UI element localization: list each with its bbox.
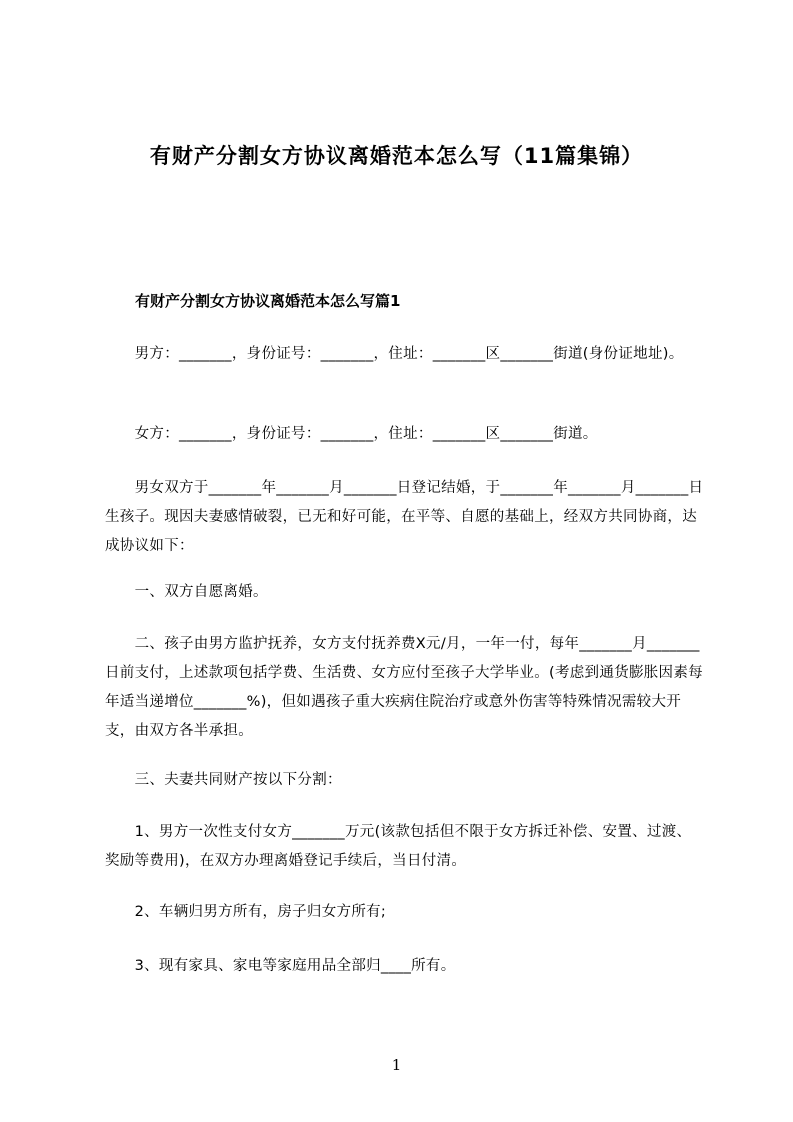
paragraph-female-party: 女方：_______，身份证号：_______，住址：_______区_______街道。 [105, 426, 598, 442]
page-number: 1 [391, 1056, 402, 1074]
document-title: 有财产分割女方协议离婚范本怎么写（11篇集锦） [149, 144, 644, 168]
paragraph-item-2: 2、车辆归男方所有，房子归女方所有; [105, 904, 387, 920]
paragraph-male-party: 男方：_______，身份证号：_______，住址：_______区_______街道(身份证地址)。 [105, 346, 684, 362]
paragraph-clause-3: 三、夫妻共同财产按以下分割： [105, 772, 342, 788]
paragraph-item-3: 3、现有家具、家电等家庭用品全部归____所有。 [105, 958, 456, 974]
paragraph-clause-1: 一、双方自愿离婚。 [105, 584, 268, 600]
paragraph-clause-2: 二、孩子由男方监护抚养，女方支付抚养费X元/月，一年一付，每年_______月_______日前支付，上述款项包括学费、生活费、女方应付至孩子大学毕业。(考虑到通货膨胀因素每年适当递增位_______%)，但如遇孩子重大疾病住院治疗或意外伤害等特殊情况需较大开支，由双方各半承担。 [105, 636, 703, 739]
section-heading: 有财产分割女方协议离婚范本怎么写篇1 [135, 292, 401, 310]
paragraph-marriage-info: 男女双方于_______年_______月_______日登记结婚，于_______年_______月_______日生孩子。现因夫妻感情破裂，已无和好可能，在平等、自愿的基础上，经双方共同协商，达成协议如下： [105, 480, 704, 554]
paragraph-item-1: 1、男方一次性支付女方_______万元(该款包括但不限于女方拆迁补偿、安置、过渡、奖励等费用)，在双方办理离婚登记手续后，当日付清。 [105, 824, 692, 869]
